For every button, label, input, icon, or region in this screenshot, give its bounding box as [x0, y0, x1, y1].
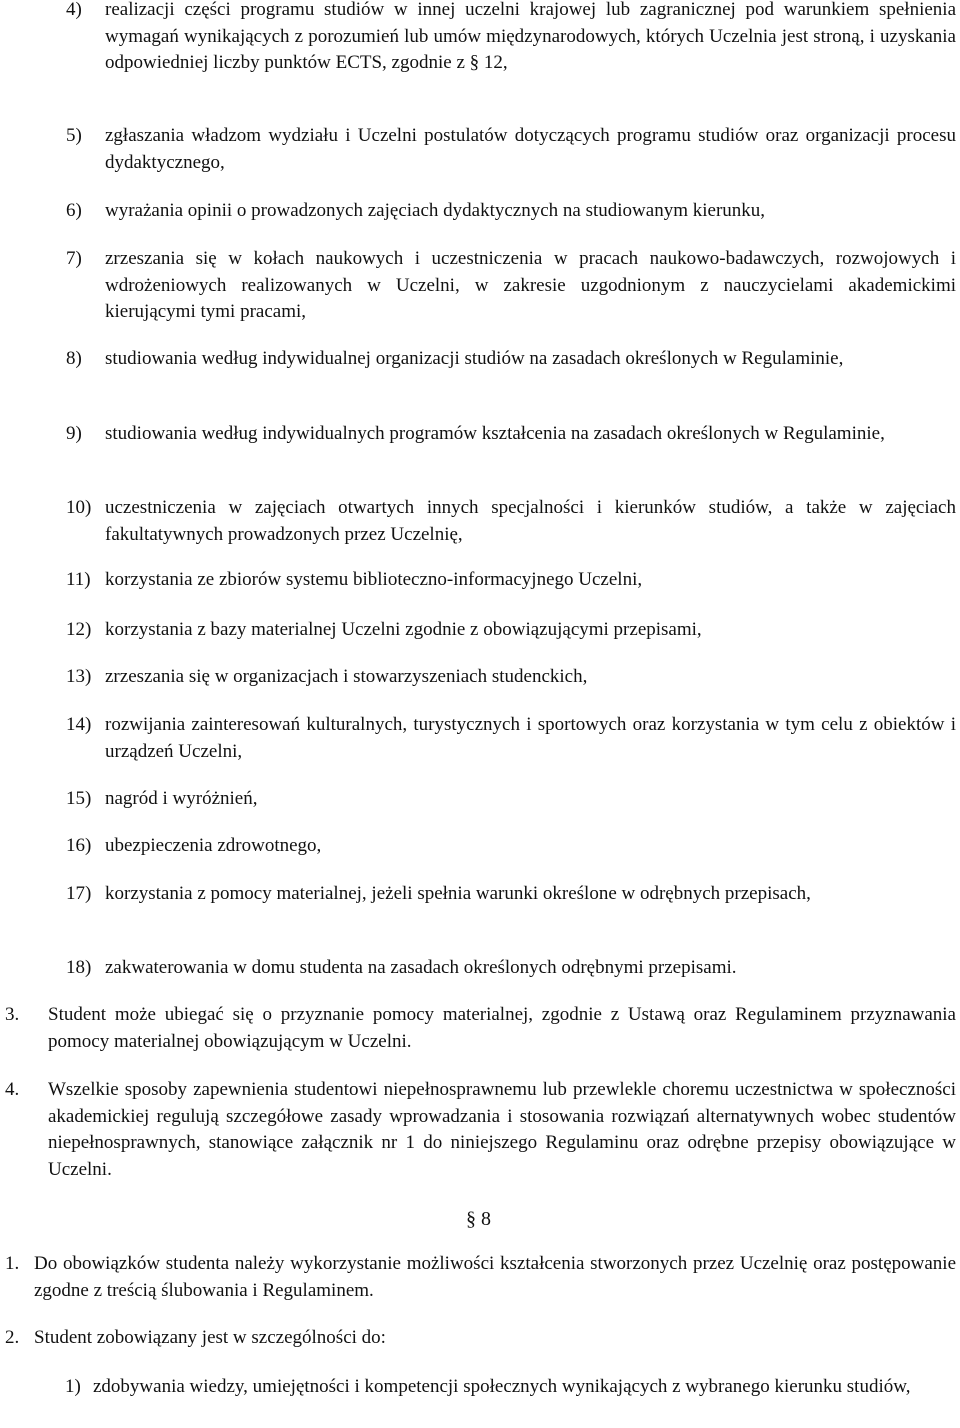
- list-item: [66, 712, 956, 765]
- item-text: realizacji części programu studiów w innej uczelni krajowej lub zagranicznej pod warunkiem spełnienia wymagań wynikających z porozumień lub umów międzynarodowych, których Uczelnia jest stroną, i uzyskania odpowiedniej liczby punktów ECTS, zgodnie z § 12,: [105, 0, 956, 73]
- item-number: 1): [65, 1376, 81, 1397]
- list-item: [5, 1251, 956, 1304]
- list-item: [66, 617, 956, 644]
- item-text: zrzeszania się w organizacjach i stowarzyszeniach studenckich,: [105, 666, 588, 687]
- item-text: zrzeszania się w kołach naukowych i uczestniczenia w pracach naukowo-badawczych, rozwojowych i wdrożeniowych realizowanych w Uczelni, w zakresie uzgodnionym z nauczycielami akademickimi kierującymi tymi pracami,: [105, 248, 956, 322]
- item-number: 1.: [5, 1253, 20, 1274]
- item-text: zdobywania wiedzy, umiejętności i kompetencji społecznych wynikających z wybranego kierunku studiów,: [93, 1376, 911, 1397]
- item-text: studiowania według indywidualnej organizacji studiów na zasadach określonych w Regulaminie,: [105, 348, 844, 369]
- item-text: Student zobowiązany jest w szczególności do:: [34, 1327, 386, 1348]
- list-item: [66, 198, 956, 225]
- list-item: [66, 833, 956, 860]
- item-number: 17): [66, 883, 92, 904]
- item-number: 16): [66, 835, 92, 856]
- item-number: 5): [66, 125, 82, 146]
- item-text: nagród i wyróżnień,: [105, 788, 258, 809]
- list-item: [5, 1325, 956, 1352]
- item-number: 13): [66, 666, 92, 687]
- item-text: zakwaterowania w domu studenta na zasadach określonych odrębnymi przepisami.: [105, 957, 737, 978]
- item-text: studiowania według indywidualnych programów kształcenia na zasadach określonych w Regulaminie,: [105, 423, 885, 444]
- item-number: 18): [66, 957, 92, 978]
- item-text: zgłaszania władzom wydziału i Uczelni postulatów dotyczących programu studiów oraz organizacji procesu dydaktycznego,: [105, 125, 956, 173]
- list-item: [65, 1374, 956, 1401]
- list-item: [66, 495, 956, 548]
- list-item: [66, 786, 956, 813]
- item-number: 9): [66, 423, 82, 444]
- list-item: [5, 1002, 956, 1055]
- item-number: 12): [66, 619, 92, 640]
- list-item: [66, 0, 956, 77]
- list-item: [5, 1077, 956, 1183]
- item-number: 15): [66, 788, 92, 809]
- list-item: [66, 346, 956, 373]
- list-item: [66, 123, 956, 176]
- item-number: 4): [66, 0, 82, 20]
- item-number: 4.: [5, 1079, 20, 1100]
- item-text: Student może ubiegać się o przyznanie pomocy materialnej, zgodnie z Ustawą oraz Regulaminem przyznawania pomocy materialnej obowiązującym w Uczelni.: [48, 1004, 956, 1052]
- item-text: rozwijania zainteresowań kulturalnych, turystycznych i sportowych oraz korzystania w tym celu z obiektów i urządzeń Uczelni,: [105, 714, 956, 762]
- item-number: 6): [66, 200, 82, 221]
- item-text: korzystania z bazy materialnej Uczelni zgodnie z obowiązującymi przepisami,: [105, 619, 702, 640]
- section-heading: § 8: [466, 1208, 491, 1230]
- list-item: [66, 664, 956, 691]
- item-number: 8): [66, 348, 82, 369]
- item-number: 7): [66, 248, 82, 269]
- list-item: [66, 881, 956, 908]
- item-text: Do obowiązków studenta należy wykorzystanie możliwości kształcenia stworzonych przez Uczelnię oraz postępowanie zgodne z treścią ślubowania i Regulaminem.: [34, 1253, 956, 1301]
- item-text: korzystania ze zbiorów systemu biblioteczno-informacyjnego Uczelni,: [105, 569, 643, 590]
- item-text: wyrażania opinii o prowadzonych zajęciach dydaktycznych na studiowanym kierunku,: [105, 200, 766, 221]
- item-number: 11): [66, 569, 91, 590]
- item-text: korzystania z pomocy materialnej, jeżeli spełnia warunki określone w odrębnych przepisach,: [105, 883, 811, 904]
- list-item: [66, 955, 956, 982]
- item-text: ubezpieczenia zdrowotnego,: [105, 835, 322, 856]
- item-number: 14): [66, 714, 92, 735]
- item-text: uczestniczenia w zajęciach otwartych innych specjalności i kierunków studiów, a także w zajęciach fakultatywnych prowadzonych przez Uczelnię,: [105, 497, 956, 545]
- item-number: 2.: [5, 1327, 20, 1348]
- item-number: 3.: [5, 1004, 20, 1025]
- list-item: [66, 567, 956, 594]
- list-item: [66, 246, 956, 326]
- item-text: Wszelkie sposoby zapewnienia studentowi niepełnosprawnemu lub przewlekle choremu uczestnictwa w społeczności akademickiej regulują szczegółowe zasady wprowadzania i stosowania rozwiązań alternatywnych wobec studentów niepełnosprawnych, stanowiące załącznik nr 1 do niniejszego Regulaminu oraz odrębne przepisy obowiązujące w Uczelni.: [48, 1079, 956, 1180]
- list-item: [66, 421, 956, 448]
- item-number: 10): [66, 497, 92, 518]
